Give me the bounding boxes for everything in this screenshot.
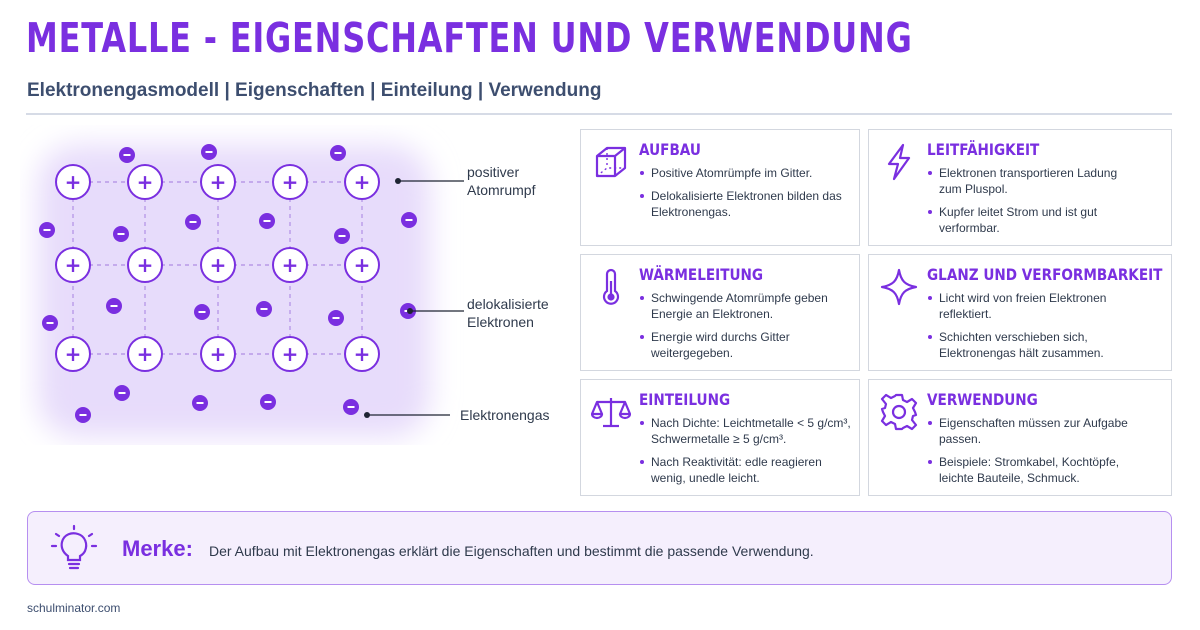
svg-text:+: + bbox=[353, 253, 371, 277]
card-title: WÄRMELEITUNG bbox=[639, 265, 764, 284]
atom-core bbox=[56, 248, 90, 282]
merke-box bbox=[27, 511, 1172, 585]
card-title: VERWENDUNG bbox=[927, 390, 1038, 409]
electron bbox=[330, 145, 346, 161]
bullet: Schwingende Atomrümpfe geben Energie an Elektronen. bbox=[639, 290, 855, 322]
electron bbox=[185, 214, 201, 230]
lightbulb-icon bbox=[48, 524, 100, 576]
scale-icon bbox=[591, 392, 631, 432]
electron bbox=[114, 385, 130, 401]
sparkle-icon bbox=[879, 267, 919, 307]
card-leitfaehigkeit bbox=[868, 129, 1172, 246]
page-title: METALLE - EIGENSCHAFTEN UND VERWENDUNG bbox=[26, 14, 913, 62]
label-elektronen-line1: delokalisierte bbox=[467, 296, 549, 312]
card-bullets bbox=[639, 165, 855, 227]
thermometer-icon bbox=[591, 267, 631, 307]
merke-label: Merke: bbox=[122, 536, 193, 561]
atom-core bbox=[201, 337, 235, 371]
atom-core bbox=[345, 165, 379, 199]
bullet: Energie wird durchs Gitter weitergegeben. bbox=[639, 329, 855, 361]
bullet: Beispiele: Stromkabel, Kochtöpfe, leichte Bauteile, Schmuck. bbox=[927, 454, 1143, 486]
label-atomrumpf-line2: Atomrumpf bbox=[467, 182, 536, 198]
bullet: Licht wird von freien Elektronen reflektiert. bbox=[927, 290, 1143, 322]
label-elektronengas: Elektronengas bbox=[460, 407, 550, 423]
card-einteilung bbox=[580, 379, 860, 496]
atom-core bbox=[273, 248, 307, 282]
atom-core bbox=[128, 165, 162, 199]
svg-text:+: + bbox=[353, 342, 371, 366]
card-title: AUFBAU bbox=[639, 140, 701, 159]
card-title: EINTEILUNG bbox=[639, 390, 731, 409]
electron bbox=[194, 304, 210, 320]
atom-core bbox=[273, 165, 307, 199]
electron bbox=[42, 315, 58, 331]
footer-brand: schulminator.com bbox=[27, 601, 121, 615]
bullet: Elektronen transportieren Ladung zum Pluspol. bbox=[927, 165, 1143, 197]
card-bullets bbox=[927, 165, 1143, 243]
svg-text:+: + bbox=[136, 342, 154, 366]
card-glanz-verformbarkeit bbox=[868, 254, 1172, 371]
svg-text:+: + bbox=[64, 253, 82, 277]
card-title: GLANZ UND VERFORMBARKEIT bbox=[927, 265, 1163, 284]
bullet: Nach Dichte: Leichtmetalle < 5 g/cm³, Schwermetalle ≥ 5 g/cm³. bbox=[639, 415, 855, 447]
lightning-icon bbox=[879, 142, 919, 182]
merke-text: Der Aufbau mit Elektronengas erklärt die Eigenschaften und bestimmt die passende Verwendung. bbox=[209, 543, 814, 559]
electron bbox=[343, 399, 359, 415]
svg-text:+: + bbox=[209, 170, 227, 194]
svg-text:+: + bbox=[136, 170, 154, 194]
electron bbox=[256, 301, 272, 317]
atom-core bbox=[345, 337, 379, 371]
atom-core bbox=[56, 165, 90, 199]
header-divider bbox=[26, 113, 1172, 115]
card-verwendung bbox=[868, 379, 1172, 496]
bullet: Kupfer leitet Strom und ist gut verformbar. bbox=[927, 204, 1143, 236]
electron bbox=[192, 395, 208, 411]
bullet: Schichten verschieben sich, Elektronengas hält zusammen. bbox=[927, 329, 1143, 361]
cube-icon bbox=[591, 142, 631, 182]
label-atomrumpf-line1: positiver bbox=[467, 164, 520, 180]
electron bbox=[201, 144, 217, 160]
bullet: Nach Reaktivität: edle reagieren wenig, unedle leicht. bbox=[639, 454, 855, 486]
label-delokalisierte-elektronen bbox=[467, 295, 549, 331]
atom-core bbox=[128, 337, 162, 371]
label-atomrumpf bbox=[467, 163, 535, 199]
electron bbox=[75, 407, 91, 423]
electron bbox=[119, 147, 135, 163]
card-title: LEITFÄHIGKEIT bbox=[927, 140, 1040, 159]
card-bullets bbox=[639, 415, 855, 493]
card-bullets bbox=[927, 290, 1143, 368]
card-bullets bbox=[927, 415, 1143, 493]
svg-text:+: + bbox=[136, 253, 154, 277]
atom-core bbox=[273, 337, 307, 371]
electron bbox=[401, 212, 417, 228]
electron bbox=[259, 213, 275, 229]
svg-text:+: + bbox=[281, 342, 299, 366]
card-waermeleitung bbox=[580, 254, 860, 371]
bullet: Eigenschaften müssen zur Aufgabe passen. bbox=[927, 415, 1143, 447]
atom-core bbox=[128, 248, 162, 282]
label-elektronen-line2: Elektronen bbox=[467, 314, 534, 330]
atom-core bbox=[56, 337, 90, 371]
svg-text:+: + bbox=[209, 253, 227, 277]
gear-icon bbox=[879, 392, 919, 432]
card-bullets bbox=[639, 290, 855, 368]
svg-text:+: + bbox=[353, 170, 371, 194]
atom-core bbox=[345, 248, 379, 282]
svg-text:+: + bbox=[64, 170, 82, 194]
svg-text:+: + bbox=[64, 342, 82, 366]
electron bbox=[328, 310, 344, 326]
bullet: Delokalisierte Elektronen bilden das Elektronengas. bbox=[639, 188, 855, 220]
electron bbox=[106, 298, 122, 314]
svg-text:+: + bbox=[281, 170, 299, 194]
bullet: Positive Atomrümpfe im Gitter. bbox=[639, 165, 855, 181]
electron bbox=[113, 226, 129, 242]
electron bbox=[39, 222, 55, 238]
svg-text:+: + bbox=[281, 253, 299, 277]
atom-core bbox=[201, 248, 235, 282]
info-cards bbox=[580, 129, 1172, 496]
atom-core bbox=[201, 165, 235, 199]
card-aufbau bbox=[580, 129, 860, 246]
electron bbox=[334, 228, 350, 244]
svg-text:+: + bbox=[209, 342, 227, 366]
electron bbox=[260, 394, 276, 410]
page-subtitle: Elektronengasmodell | Eigenschaften | Einteilung | Verwendung bbox=[27, 80, 602, 101]
